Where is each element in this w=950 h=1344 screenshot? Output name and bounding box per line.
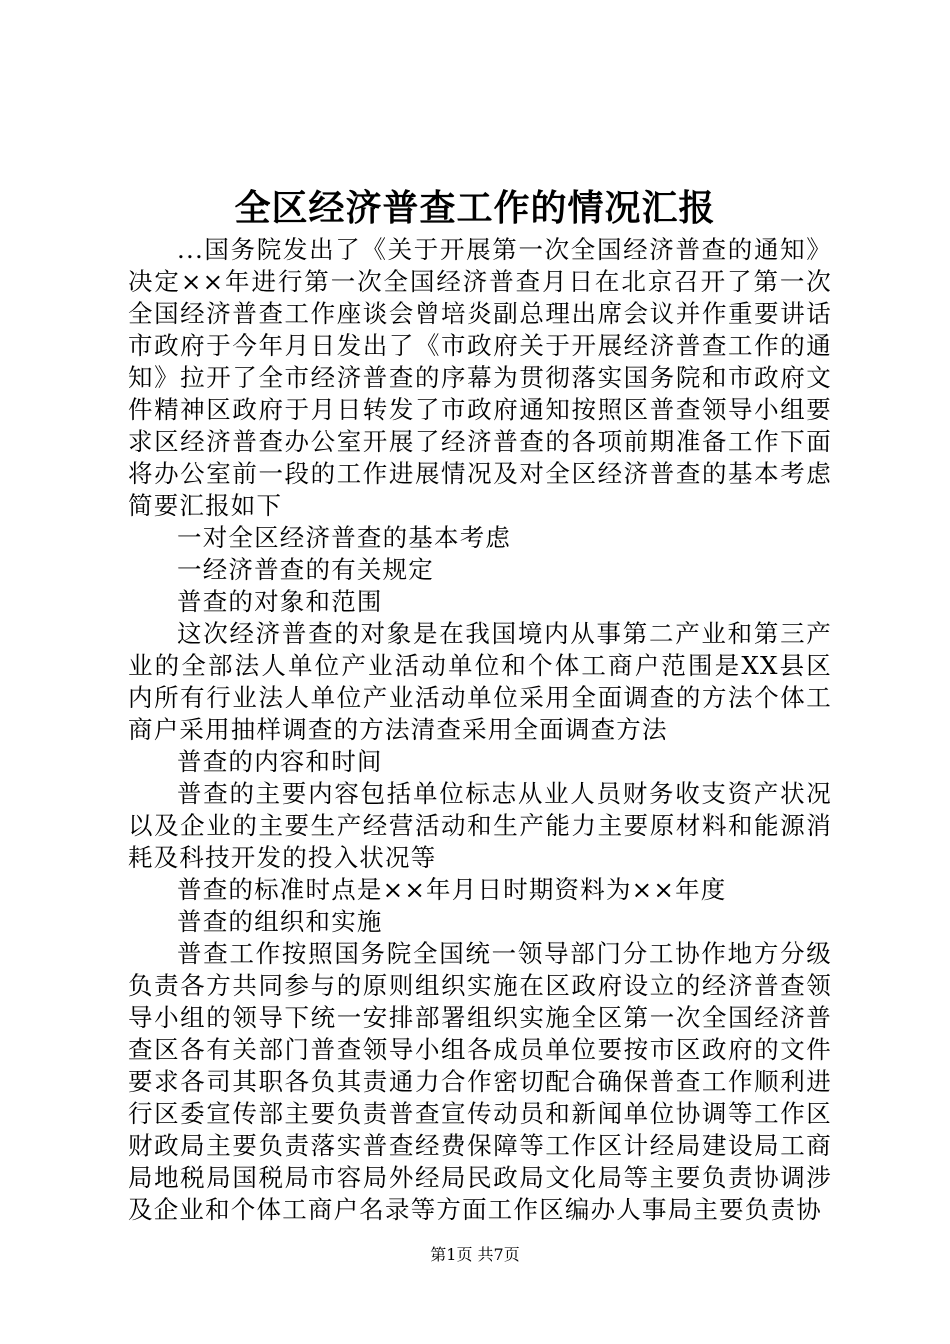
heading-organization: 普查的组织和实施 (177, 907, 383, 936)
paragraph-content: 普查的主要内容包括单位标志从业人员财务收支资产状况以及企业的主要生产经营活动和生产能力主要原材料和能源消耗及科技开发的投入状况等 (128, 779, 832, 872)
paragraph-organization: 普查工作按照国务院全国统一领导部门分工协作地方分级负责各方共同参与的原则组织实施在区政府设立的经济普查领导小组的领导下统一安排部署组织实施全区第一次全国经济普查区各有关部门普查领导小组各成员单位要按市区政府的文件要求各司其职各负其责通力合作密切配合确保普查工作顺利进行区委宣传部主要负责普查宣传动员和新闻单位协调等工作区财政局主要负责落实普查经费保障等工作区计经局建设局工商局地税局国税局市容局外经局民政局文化局等主要负责协调涉及企业和个体工商户名录等方面工作区编办人事局主要负责协 (128, 939, 832, 1224)
page-footer: 第1页 共7页 (430, 1245, 520, 1264)
document-body (128, 234, 832, 1226)
heading-relevant-rules: 一经济普查的有关规定 (177, 555, 434, 584)
paragraph-time: 普查的标准时点是××年月日时期资料为××年度 (177, 875, 727, 904)
document-title: 全区经济普查工作的情况汇报 (234, 187, 716, 229)
paragraph-scope: 这次经济普查的对象是在我国境内从事第二产业和第三产业的全部法人单位产业活动单位和个体工商户范围是XX县区内所有行业法人单位产业活动单位采用全面调查的方法个体工商户采用抽样调查的方法清查采用全面调查方法 (128, 619, 832, 744)
heading-basic-considerations: 一对全区经济普查的基本考虑 (177, 523, 512, 552)
heading-content-time: 普查的内容和时间 (177, 747, 383, 776)
paragraph-intro: ...国务院发出了《关于开展第一次全国经济普查的通知》决定××年进行第一次全国经济普查月日在北京召开了第一次全国经济普查工作座谈会曾培炎副总理出席会议并作重要讲话市政府于今年月日发出了《市政府关于开展经济普查工作的通知》拉开了全市经济普查的序幕为贯彻落实国务院和市政府文件精神区政府于月日转发了市政府通知按照区普查领导小组要求区经济普查办公室开展了经济普查的各项前期准备工作下面将办公室前一段的工作进展情况及对全区经济普查的基本考虑简要汇报如下 (128, 235, 832, 520)
heading-scope: 普查的对象和范围 (177, 587, 383, 616)
